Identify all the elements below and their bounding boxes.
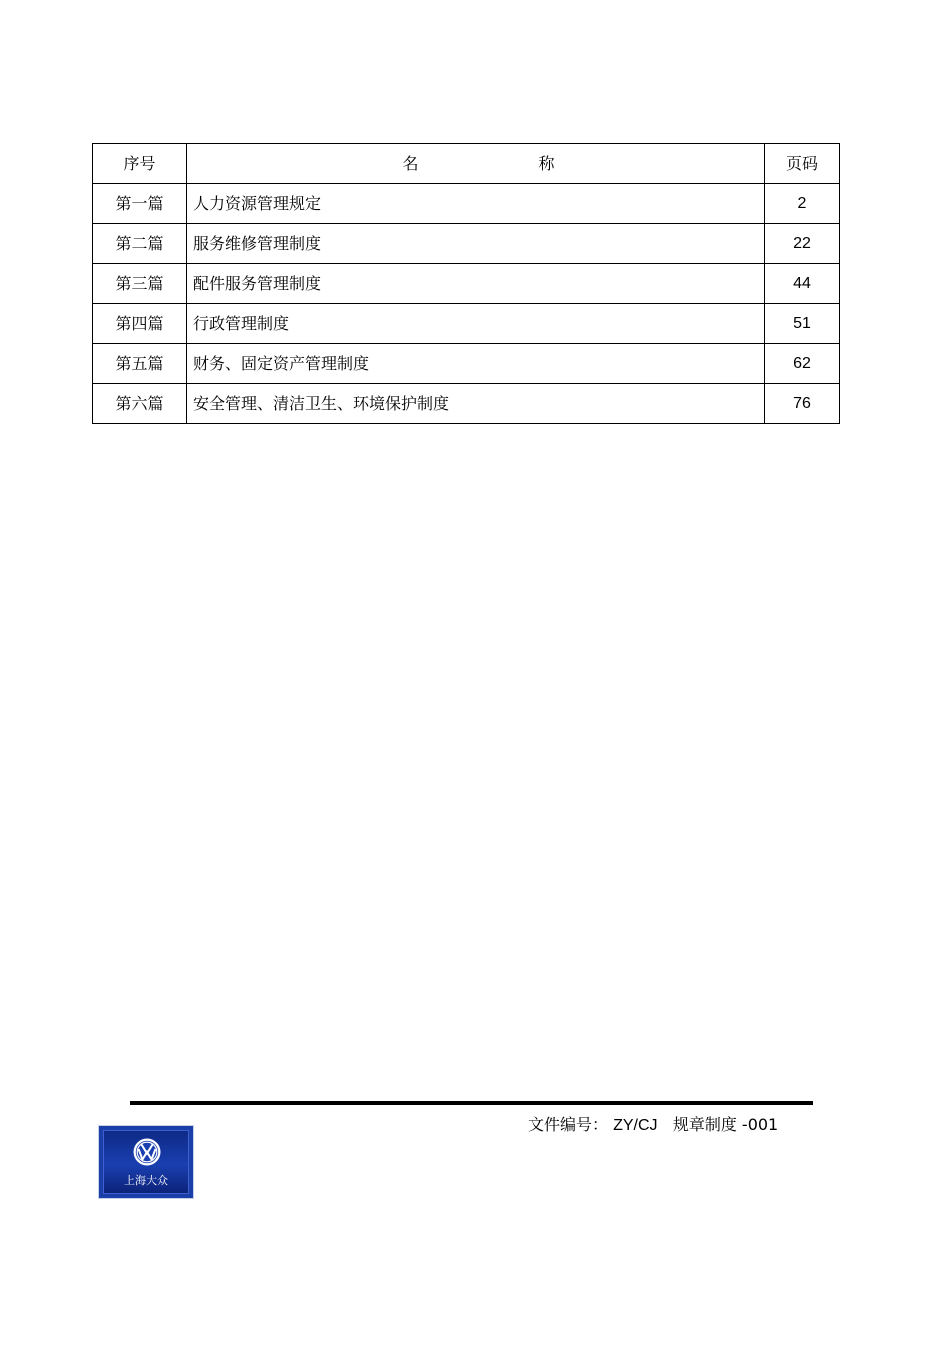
row-page: 22 <box>765 224 840 264</box>
row-index: 第三篇 <box>93 264 187 304</box>
header-index: 序号 <box>93 144 187 184</box>
doc-number-code: ZY/CJ <box>613 1117 658 1134</box>
doc-number-title: 规章制度 -001 <box>672 1115 779 1134</box>
toc-row <box>93 344 840 384</box>
row-page: 2 <box>765 184 840 224</box>
row-page: 44 <box>765 264 840 304</box>
row-page: 51 <box>765 304 840 344</box>
row-page: 76 <box>765 384 840 424</box>
footer-divider <box>130 1101 813 1105</box>
toc-row <box>93 264 840 304</box>
toc-table <box>92 143 840 424</box>
toc-header-row <box>93 144 840 184</box>
row-name: 服务维修管理制度 <box>187 224 765 264</box>
row-index: 第四篇 <box>93 304 187 344</box>
row-page: 62 <box>765 344 840 384</box>
company-logo <box>98 1125 194 1199</box>
row-name: 安全管理、清洁卫生、环境保护制度 <box>187 384 765 424</box>
doc-number-label: 文件编号： <box>528 1115 609 1134</box>
row-index: 第六篇 <box>93 384 187 424</box>
document-number <box>528 1115 778 1136</box>
header-page: 页码 <box>765 144 840 184</box>
row-name: 行政管理制度 <box>187 304 765 344</box>
logo-text: 上海大众 <box>124 1174 168 1187</box>
vw-logo-icon <box>132 1137 162 1167</box>
row-index: 第五篇 <box>93 344 187 384</box>
header-name <box>187 144 765 184</box>
row-index: 第二篇 <box>93 224 187 264</box>
toc-row <box>93 384 840 424</box>
toc-row <box>93 184 840 224</box>
row-name: 配件服务管理制度 <box>187 264 765 304</box>
logo-panel <box>103 1130 189 1194</box>
toc-row <box>93 224 840 264</box>
row-name: 人力资源管理规定 <box>187 184 765 224</box>
row-name: 财务、固定资产管理制度 <box>187 344 765 384</box>
header-name-part1: 名 <box>402 153 419 173</box>
row-index: 第一篇 <box>93 184 187 224</box>
header-name-part2: 称 <box>538 153 555 173</box>
toc-row <box>93 304 840 344</box>
